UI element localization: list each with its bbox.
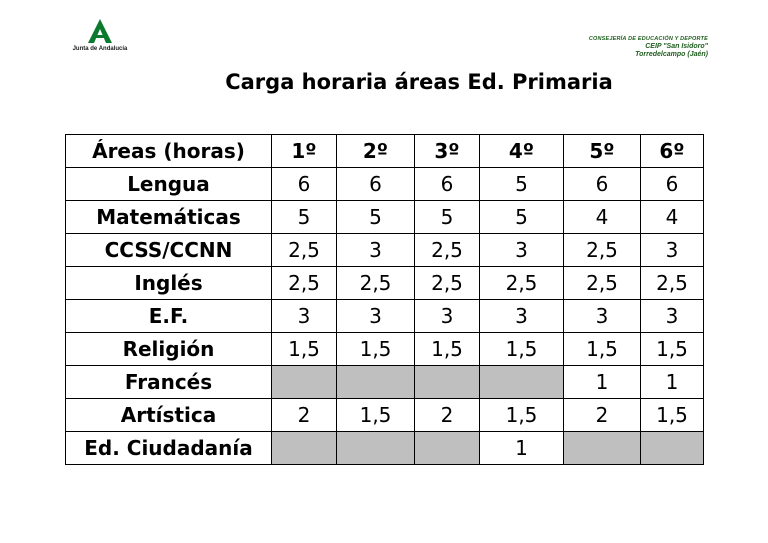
hours-cell: 1,5 — [272, 333, 337, 366]
logo-text: Junta de Andalucía — [72, 46, 128, 52]
hours-table — [65, 134, 704, 465]
area-name-cell: Inglés — [66, 267, 272, 300]
hours-cell: 6 — [337, 168, 415, 201]
hours-cell: 6 — [564, 168, 641, 201]
hours-cell: 5 — [480, 201, 564, 234]
table-row — [66, 333, 704, 366]
hours-cell: 1 — [480, 432, 564, 465]
hours-cell: 2,5 — [641, 267, 704, 300]
header-grade-6: 6º — [641, 135, 704, 168]
empty-hours-cell — [641, 432, 704, 465]
hours-cell: 2,5 — [564, 267, 641, 300]
hours-cell: 2 — [272, 399, 337, 432]
school-location: Torredelcampo (Jaén) — [635, 51, 708, 58]
hours-cell: 6 — [641, 168, 704, 201]
hours-cell: 5 — [337, 201, 415, 234]
table-row — [66, 267, 704, 300]
hours-cell: 5 — [415, 201, 480, 234]
junta-andalucia-logo — [70, 18, 130, 63]
hours-cell: 2,5 — [272, 234, 337, 267]
empty-hours-cell — [564, 432, 641, 465]
hours-cell: 1,5 — [480, 399, 564, 432]
hours-cell: 3 — [641, 300, 704, 333]
table-row — [66, 300, 704, 333]
area-name-cell: Lengua — [66, 168, 272, 201]
hours-cell: 2 — [415, 399, 480, 432]
empty-hours-cell — [337, 366, 415, 399]
empty-hours-cell — [415, 366, 480, 399]
hours-cell: 3 — [641, 234, 704, 267]
table-header-row — [66, 135, 704, 168]
hours-cell: 2,5 — [480, 267, 564, 300]
hours-cell: 3 — [480, 234, 564, 267]
hours-cell: 1,5 — [337, 399, 415, 432]
header-grade-1: 1º — [272, 135, 337, 168]
area-name-cell: Artística — [66, 399, 272, 432]
area-name-cell: Religión — [66, 333, 272, 366]
hours-cell: 1,5 — [564, 333, 641, 366]
hours-cell: 3 — [337, 300, 415, 333]
table-row — [66, 168, 704, 201]
hours-cell: 2,5 — [415, 267, 480, 300]
area-name-cell: E.F. — [66, 300, 272, 333]
hours-cell: 1,5 — [641, 333, 704, 366]
hours-cell: 2,5 — [564, 234, 641, 267]
hours-cell: 1 — [641, 366, 704, 399]
area-name-cell: CCSS/CCNN — [66, 234, 272, 267]
school-header — [589, 36, 708, 58]
andalucia-a-icon — [87, 18, 113, 44]
hours-cell: 2 — [564, 399, 641, 432]
hours-cell: 1,5 — [641, 399, 704, 432]
empty-hours-cell — [272, 366, 337, 399]
header-grade-4: 4º — [480, 135, 564, 168]
table-row — [66, 432, 704, 465]
hours-cell: 1,5 — [415, 333, 480, 366]
header-areas: Áreas (horas) — [66, 135, 272, 168]
empty-hours-cell — [272, 432, 337, 465]
hours-cell: 1 — [564, 366, 641, 399]
hours-cell: 1,5 — [337, 333, 415, 366]
area-name-cell: Ed. Ciudadanía — [66, 432, 272, 465]
page-title: Carga horaria áreas Ed. Primaria — [225, 70, 613, 94]
hours-cell: 4 — [564, 201, 641, 234]
hours-cell: 5 — [480, 168, 564, 201]
hours-cell: 3 — [564, 300, 641, 333]
hours-cell: 3 — [415, 300, 480, 333]
table-row — [66, 201, 704, 234]
hours-cell: 2,5 — [415, 234, 480, 267]
header-grade-2: 2º — [337, 135, 415, 168]
hours-cell: 3 — [480, 300, 564, 333]
empty-hours-cell — [337, 432, 415, 465]
empty-hours-cell — [480, 366, 564, 399]
area-name-cell: Matemáticas — [66, 201, 272, 234]
area-name-cell: Francés — [66, 366, 272, 399]
hours-cell: 5 — [272, 201, 337, 234]
table-row — [66, 234, 704, 267]
hours-cell: 2,5 — [337, 267, 415, 300]
hours-cell: 4 — [641, 201, 704, 234]
header-grade-3: 3º — [415, 135, 480, 168]
header-grade-5: 5º — [564, 135, 641, 168]
school-name: CEIP "San Isidoro" — [645, 43, 708, 50]
empty-hours-cell — [415, 432, 480, 465]
hours-cell: 3 — [337, 234, 415, 267]
hours-cell: 6 — [272, 168, 337, 201]
table-row — [66, 399, 704, 432]
hours-cell: 2,5 — [272, 267, 337, 300]
consejeria-label: CONSEJERÍA DE EDUCACIÓN Y DEPORTE — [588, 36, 708, 42]
hours-cell: 6 — [415, 168, 480, 201]
hours-cell: 1,5 — [480, 333, 564, 366]
hours-cell: 3 — [272, 300, 337, 333]
table-row — [66, 366, 704, 399]
